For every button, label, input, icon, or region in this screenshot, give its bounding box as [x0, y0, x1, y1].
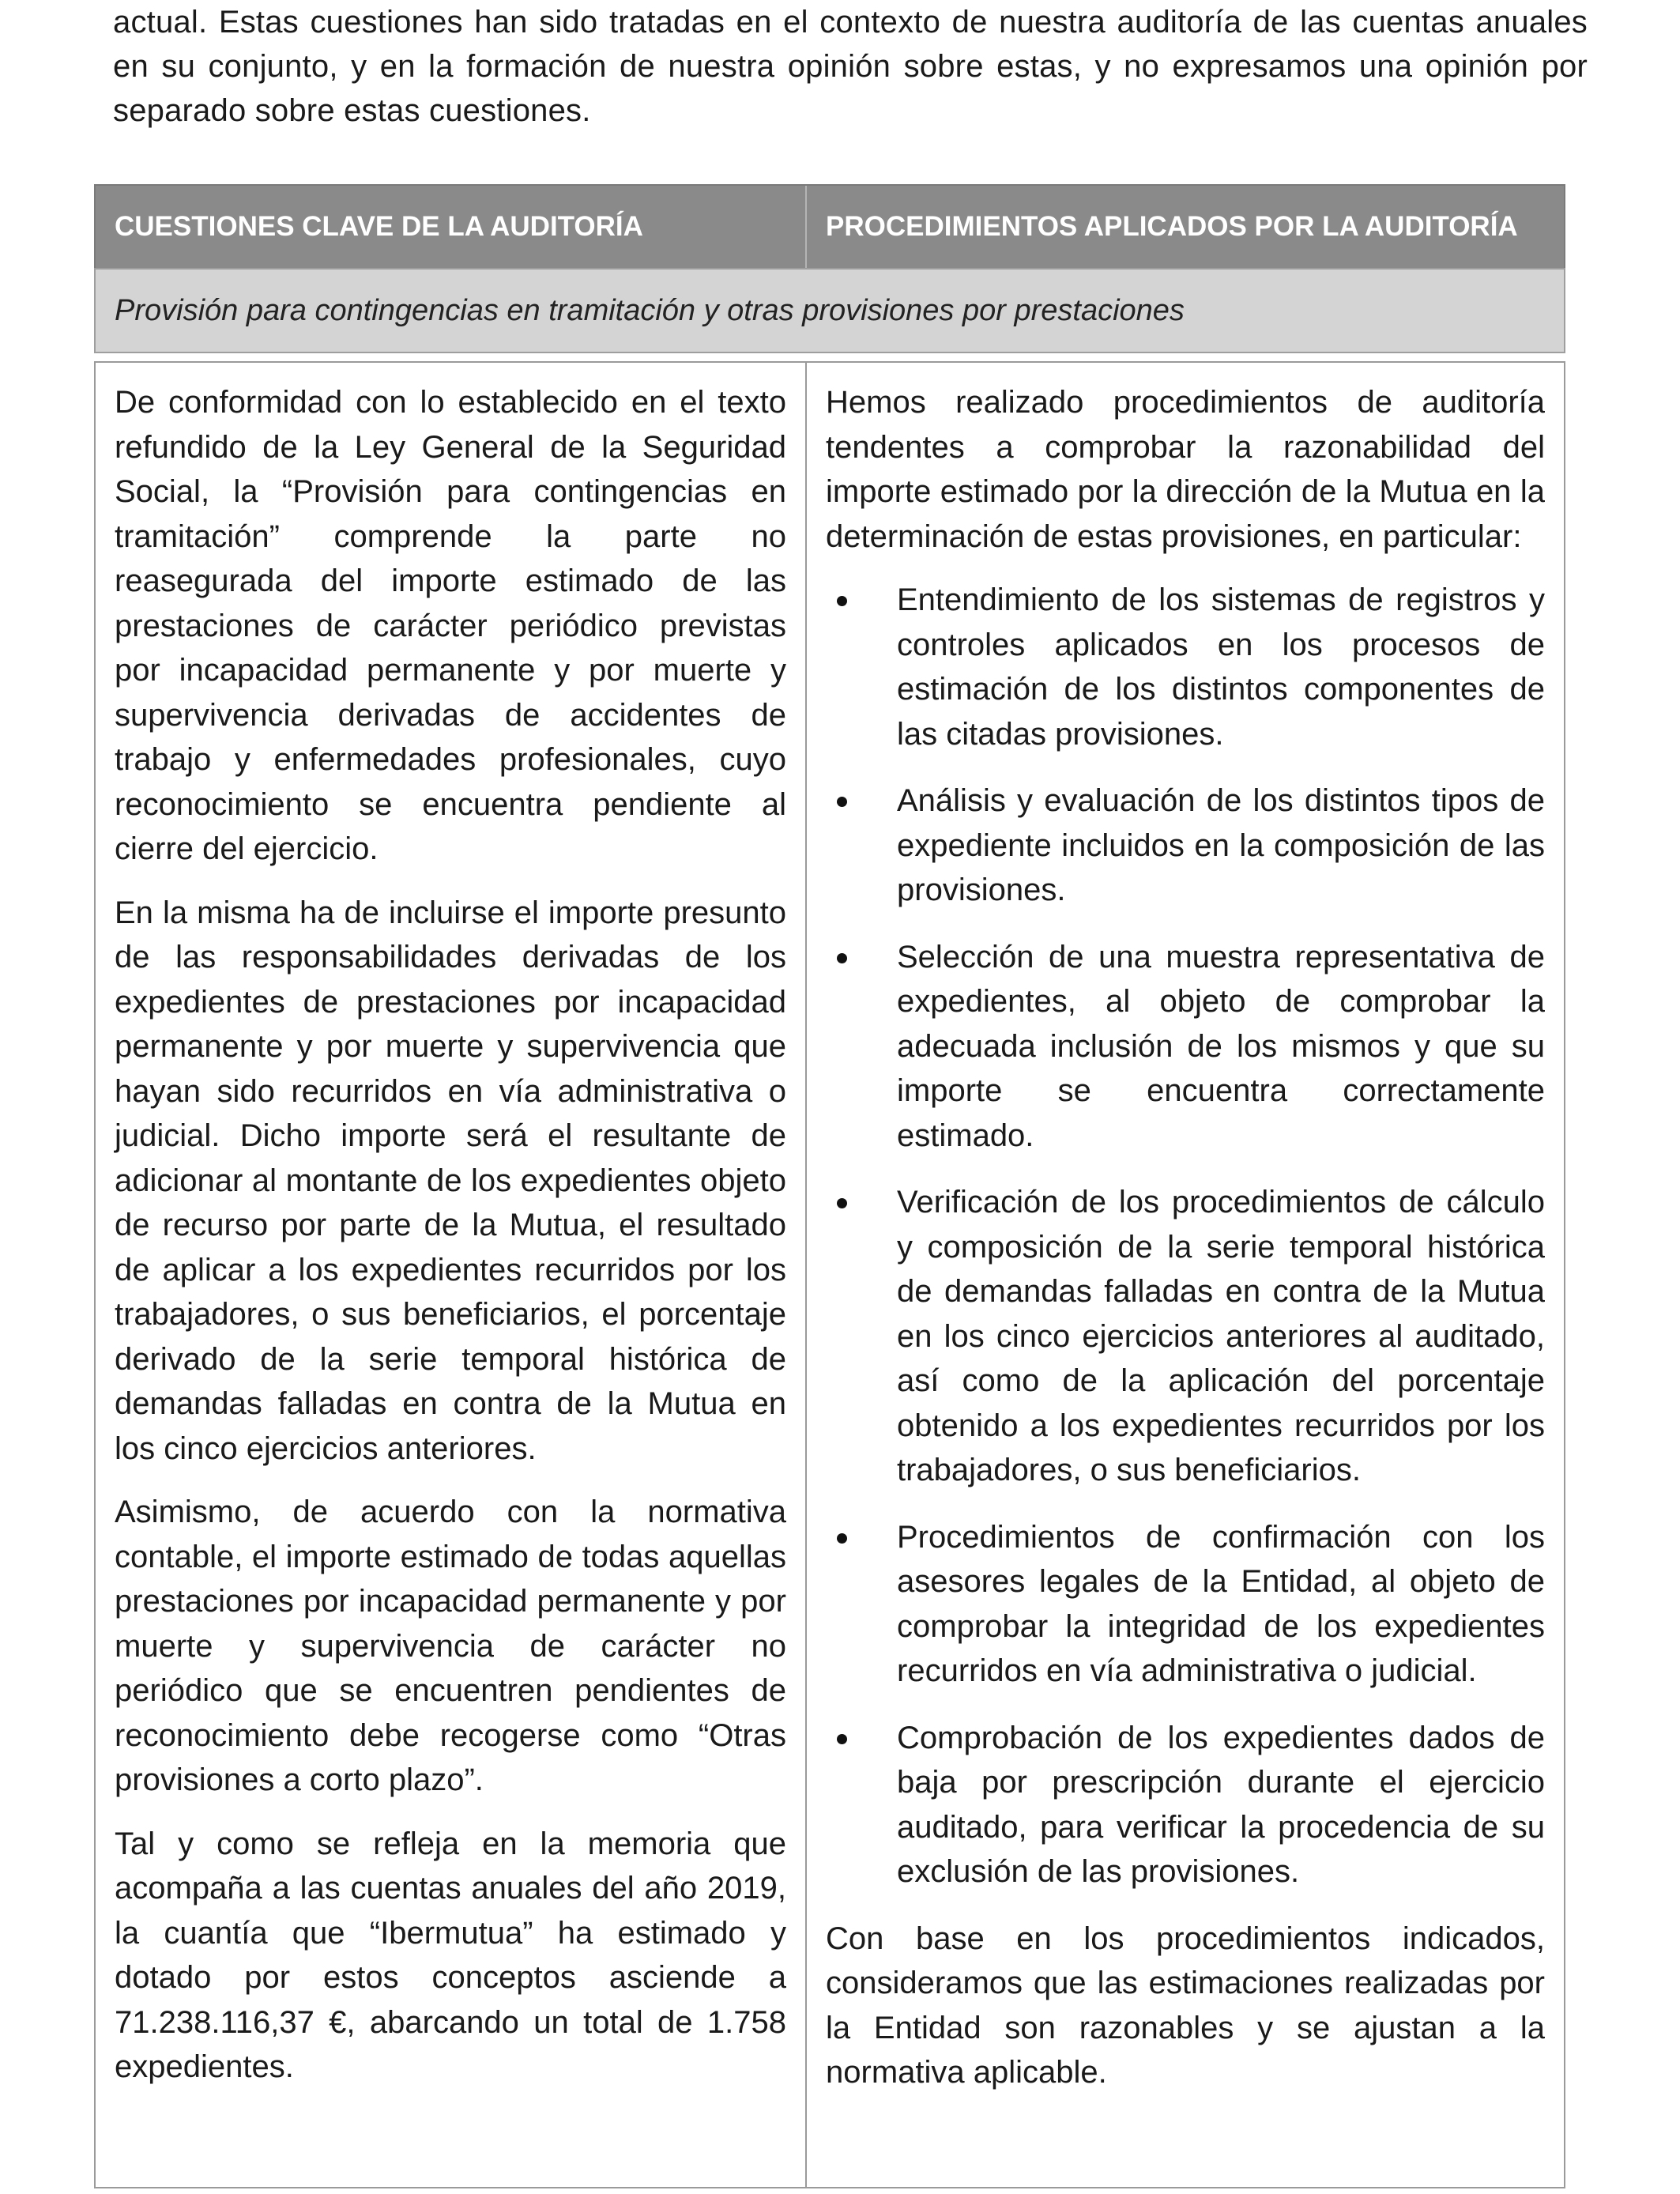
list-item	[826, 778, 1545, 913]
list-item-text: Verificación de los procedimientos de cálculo y composición de la serie temporal histórica de demandas falladas en contra de la Mutua en los cinco ejercicios anteriores al auditado, así como de la aplicación del porcentaje obtenido a los expedientes recurridos por los trabajadores, o sus beneficiarios.	[897, 1185, 1545, 1487]
left-paragraph-3: Asimismo, de acuerdo con la normativa contable, el importe estimado de todas aquellas prestaciones por incapacidad permanente y por muerte y supervivencia de carácter no periódico que se encuentren pendientes de reconocimiento debe recogerse como “Otras provisiones a corto plazo”.	[115, 1495, 786, 1797]
list-item	[826, 1180, 1545, 1493]
list-item-text: Procedimientos de confirmación con los asesores legales de la Entidad, al objeto de comprobar la integridad de los expedientes recurridos en vía administrativa o judicial.	[897, 1519, 1545, 1688]
list-item	[826, 935, 1545, 1159]
bullet-icon	[837, 1734, 847, 1744]
key-matters-column	[94, 361, 805, 2188]
list-item-text: Comprobación de los expedientes dados de baja por prescripción durante el ejercicio auditado, para verificar la procedencia de su exclusión de las provisiones.	[897, 1720, 1545, 1889]
list-item	[826, 578, 1545, 756]
bullet-icon	[837, 1533, 847, 1544]
bullet-icon	[837, 797, 847, 807]
key-audit-matters-table	[94, 184, 1565, 2188]
left-paragraph-2: En la misma ha de incluirse el importe presunto de las responsabilidades derivadas de los expedientes de prestaciones por incapacidad permanente y por muerte y supervivencia que hayan sido recurridos en vía administrativa o judicial. Dicho importe será el resultante de adicionar al montante de los expedientes objeto de recurso por parte de la Mutua, el resultado de aplicar a los expedientes recurridos por los trabajadores, o sus beneficiarios, el porcentaje derivado de la serie temporal histórica de demandas falladas en contra de la Mutua en los cinco ejercicios anteriores.	[115, 895, 786, 1466]
table-body-row	[94, 361, 1565, 2188]
right-intro-paragraph: Hemos realizado procedimientos de auditoría tendentes a comprobar la razonabilidad del importe estimado por la dirección de la Mutua en la determinación de estas provisiones, en particular:	[826, 385, 1545, 554]
list-item	[826, 1716, 1545, 1894]
bullet-icon	[837, 953, 847, 963]
table-header-row	[94, 184, 1565, 270]
list-item-text: Análisis y evaluación de los distintos tipos de expediente incluidos en la composición de las provisiones.	[897, 783, 1545, 907]
right-conclusion-paragraph: Con base en los procedimientos indicados, consideramos que las estimaciones realizadas por la Entidad son razonables y se ajustan a la normativa aplicable.	[826, 1921, 1545, 2090]
bullet-icon	[837, 1198, 847, 1208]
left-paragraph-1: De conformidad con lo establecido en el texto refundido de la Ley General de la Seguridad Social, la “Provisión para contingencias en tramitación” comprende la parte no reasegurada del importe estimado de las prestaciones de carácter periódico previstas por incapacidad permanente y por muerte y supervivencia derivadas de accidentes de trabajo y enfermedades profesionales, cuyo reconocimiento se encuentra pendiente al cierre del ejercicio.	[115, 385, 786, 866]
list-item-text: Selección de una muestra representativa de expedientes, al objeto de comprobar la adecuada inclusión de los mismos y que su importe se encuentra correctamente estimado.	[897, 939, 1545, 1153]
left-paragraph-4: Tal y como se refleja en la memoria que acompaña a las cuentas anuales del año 2019, la cuantía que “Ibermutua” ha estimado y dotado por estos conceptos asciende a 71.238.116,37 €, abarcando un total de 1.758 expedientes.	[115, 1826, 786, 2084]
header-procedures: PROCEDIMIENTOS APLICADOS POR LA AUDITORÍA	[826, 211, 1518, 242]
procedures-column	[805, 361, 1565, 2188]
procedures-list	[826, 578, 1545, 1894]
header-key-matters: CUESTIONES CLAVE DE LA AUDITORÍA	[96, 186, 807, 268]
list-item	[826, 1515, 1545, 1694]
list-item-text: Entendimiento de los sistemas de registros y controles aplicados en los procesos de estimación de los distintos componentes de las citadas provisiones.	[897, 582, 1545, 752]
table-subheader: Provisión para contingencias en tramitación y otras provisiones por prestaciones	[94, 268, 1565, 353]
bullet-icon	[837, 596, 847, 606]
intro-paragraph: actual. Estas cuestiones han sido tratadas en el contexto de nuestra auditoría de las cuentas anuales en su conjunto, y en la formación de nuestra opinión sobre estas, y no expresamos una opinión por separado sobre estas cuestiones.	[113, 5, 1588, 128]
